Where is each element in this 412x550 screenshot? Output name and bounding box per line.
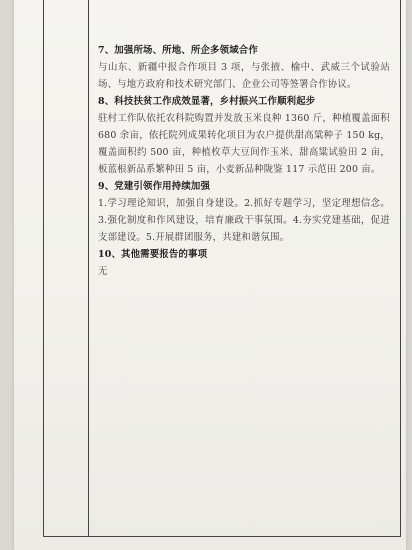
section-8 [98, 93, 390, 178]
section-heading: 9、党建引领作用持续加强 [98, 181, 211, 192]
section-body: 无 [98, 266, 108, 277]
section-body: 与山东、新疆中报合作项目 3 项，与张掖、榆中、武威三个试验站场、与地方政府和技术研究部门、企业公司等签署合作协议。 [98, 62, 390, 90]
section-body: 1.学习理论知识，加强自身建设。2.抓好专题学习，坚定理想信念。3.强化制度和作风建设，培育廉政干事氛围。4.夯实党建基础，促进支部建设。5.开展群团服务，共建和谐氛围。 [98, 198, 390, 243]
section-10 [98, 246, 390, 280]
section-heading: 10、其他需要报告的事项 [98, 249, 208, 260]
section-9 [98, 178, 390, 246]
section-7 [98, 42, 390, 93]
column-divider [88, 0, 89, 536]
section-heading: 7、加强所场、所地、所企多领域合作 [98, 45, 258, 56]
section-body: 驻村工作队依托农科院购置并发放玉米良种 1360 斤，种植覆盖面积 680 余亩，依托院列成果转化项目为农户提供甜高粱种子 150 kg，覆盖面积约 500 亩，种植枚草大豆间作玉米、甜高粱试验田 2 亩，板蓝根新品系繁种田 5 亩，小麦新品种陇鉴 117 示范田 200 亩。 [98, 113, 390, 175]
paper-sheet [14, 0, 406, 550]
section-heading: 8、科技扶贫工作成效显著，乡村振兴工作顺利起步 [98, 96, 316, 107]
report-content [98, 42, 390, 280]
